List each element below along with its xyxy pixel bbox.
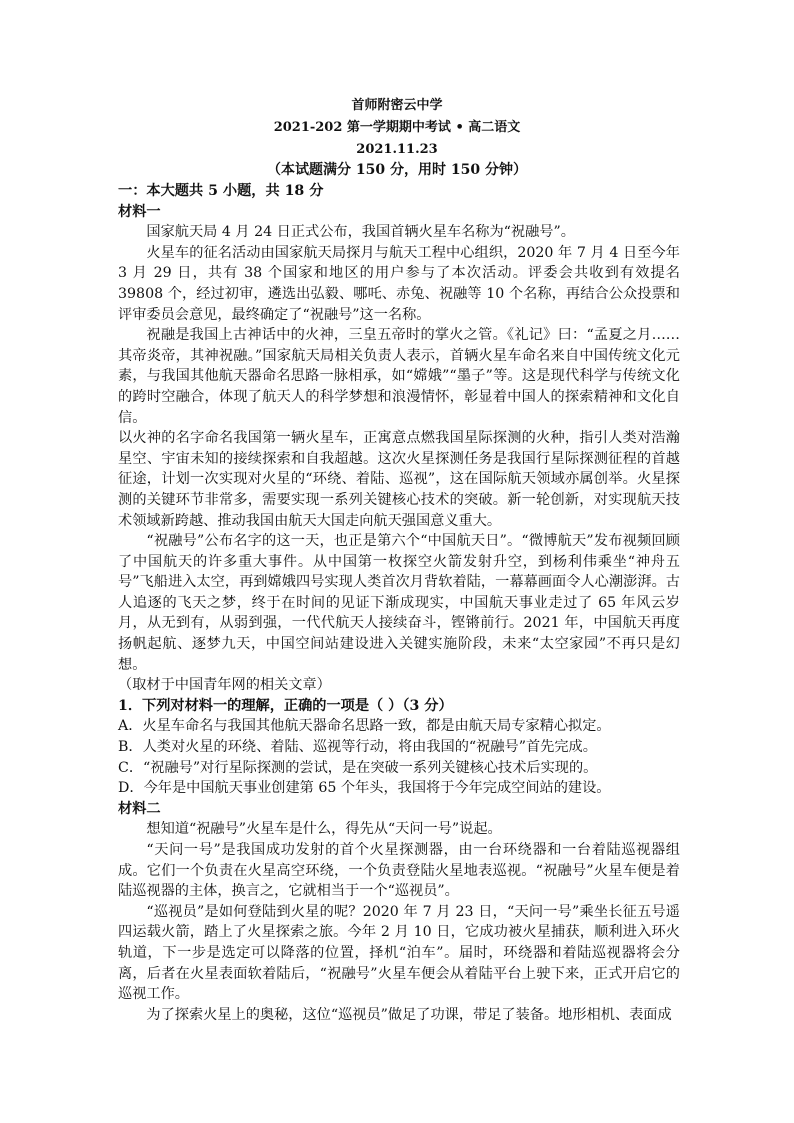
paragraph: 想知道“祝融号”火星车是什么，得先从“天问一号”说起。 [146, 821, 502, 838]
exam-body [118, 181, 680, 1025]
paragraph: “祝融号”公布名字的这一天，也正是第六个“中国航天日”。“微博航天”发布视频回顾了中国航天的许多重大事件。从中国第一枚探空火箭发射升空，到杨利伟乘坐“神舟五号”飞船进入太空，再到嫦娥四号实现人类首次月背软着陆，一幕幕画面令人心潮澎湃。古人追逐的飞天之梦，终于在时间的见证下渐成现实，中国航天事业走过了 65 年风云岁月，从无到有，从弱到强，一代代航天人接续奋斗，铿锵前行。2021 年，中国航天再度扬帆起航、逐梦九天，中国空间站建设进入关键实施阶段，未来“太空家园”不再只是幻想。 [118, 533, 680, 673]
option-b: B．人类对火星的环绕、着陆、巡视等行动，将由我国的“祝融号”首先完成。 [118, 739, 597, 756]
option-a: A．火星车命名与我国其他航天器命名思路一致，都是由航天局专家精心拟定。 [118, 718, 611, 735]
paragraph: “天问一号”是我国成功发射的首个火星探测器，由一台环绕器和一台着陆巡视器组成。它们一个负责在火星高空环绕，一个负责登陆火星地表巡视。“祝融号”火星车便是着陆巡视器的主体，换言之，它就相当于一个“巡视员”。 [118, 842, 680, 900]
exam-note: （本试题满分 150 分，用时 150 分钟） [267, 162, 527, 178]
paragraph: 火星车的征名活动由国家航天局探月与航天工程中心组织，2020 年 7 月 4 日至今年 3 月 29 日，共有 38 个国家和地区的用户参与了本次活动。评委会共收到有效提名 39808 个，经过初审，遴选出弘毅、哪吒、赤兔、祝融等 10 个名称，再结合公众投票和评审委员会意见，最终确定了“祝融号”这一名称。 [118, 244, 680, 323]
paragraph: 为了探索火星上的奥秘，这位“巡视员”做足了功课，带足了装备。地形相机、表面成 [146, 1006, 672, 1023]
option-d: D．今年是中国航天事业创建第 65 个年头，我国将于今年完成空间站的建设。 [118, 780, 611, 797]
exam-title: 2021-202 第一学期期中考试 • 高二语文 [273, 120, 521, 135]
paragraph: 国家航天局 4 月 24 日正式公布，我国首辆火星车名称为“祝融号”。 [146, 224, 575, 241]
school-name: 首师附密云中学 [351, 98, 443, 113]
paragraph: 以火神的名字命名我国第一辆火星车，正寓意点燃我国星际探测的火种，指引人类对浩瀚星空、宇宙未知的接续探索和自我超越。这次火星探测任务是我国行星际探测征程的首越征途，计划一次实现对火星的“环绕、着陆、巡视”，这在国际航天领域亦属创举。火星探测的关键环节非常多，需要实现一系列关键核心技术的突破。新一轮创新，对实现航天技术领域新跨越、推动我国由航天大国走向航天强国意义重大。 [118, 430, 680, 529]
section-title: 一：本大题共 5 小题，共 18 分 [118, 183, 324, 199]
source-note: （取材于中国青年网的相关文章） [118, 677, 331, 694]
exam-date: 2021.11.23 [356, 142, 438, 157]
material-two-label: 材料二 [118, 800, 161, 817]
paragraph: “巡视员”是如何登陆到火星的呢？2020 年 7 月 23 日，“天问一号”乘坐长征五号遥四运载火箭，踏上了火星探索之旅。今年 2 月 10 日，它成功被火星捕获，顺利进入环火轨道，下一步是选定可以降落的位置，择机“泊车”。届时，环绕器和着陆巡视器将会分离，后者在火星表面软着陆后，“祝融号”火星车便会从着陆平台上驶下来，正式开启它的巡视工作。 [118, 903, 680, 1003]
paragraph: 祝融是我国上古神话中的火神，三皇五帝时的掌火之管。《礼记》曰：“孟夏之月……其帝炎帝，其神祝融。”国家航天局相关负责人表示，首辆火星车命名来自中国传统文化元素，与我国其他航天器命名思路一脉相承，如“嫦娥”“墨子”等。这是现代科学与传统文化的跨时空融合，体现了航天人的科学梦想和浪漫情怀，彰显着中国人的探索精神和文化自信。 [118, 327, 680, 426]
option-c: C．“祝融号”对行星际探测的尝试，是在突破一系列关键核心技术后实现的。 [118, 759, 598, 776]
material-one-label: 材料一 [118, 203, 161, 220]
question-stem: 1．下列对材料一的理解，正确的一项是（ ）（3 分） [118, 697, 453, 714]
